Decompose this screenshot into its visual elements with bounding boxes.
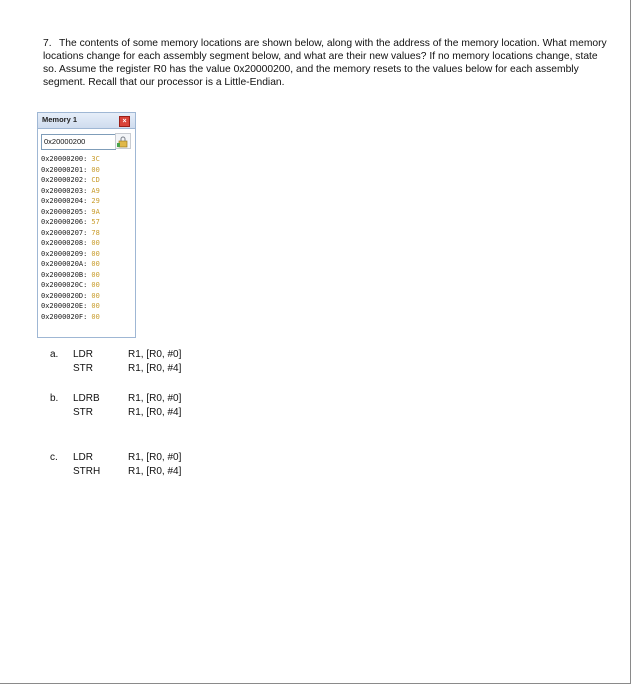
- close-icon[interactable]: ×: [119, 116, 130, 127]
- memory-window-titlebar[interactable]: [38, 113, 135, 129]
- segment-label: a.: [50, 349, 59, 360]
- memory-row: [41, 259, 100, 270]
- question-text: [43, 37, 608, 89]
- memory-row: [41, 280, 100, 291]
- lock-button[interactable]: [115, 133, 131, 149]
- memory-row: [41, 175, 100, 186]
- segment-label: b.: [50, 393, 59, 404]
- instruction-operand: R1, [R0, #4]: [128, 407, 182, 418]
- question-number: 7.: [43, 38, 52, 49]
- memory-value: 78: [91, 228, 100, 237]
- instruction-operand: R1, [R0, #0]: [128, 349, 182, 360]
- memory-value: 00: [91, 260, 100, 268]
- memory-address: 0x20000202:: [41, 176, 88, 184]
- instruction-operand: R1, [R0, #0]: [128, 393, 182, 404]
- memory-address: 0x20000206:: [41, 218, 88, 226]
- address-input[interactable]: [41, 134, 116, 150]
- instruction-op: LDRB: [73, 393, 100, 404]
- instruction-op: LDR: [73, 349, 94, 360]
- memory-row: [41, 249, 100, 260]
- memory-address: 0x2000020B:: [41, 270, 88, 279]
- instruction-operand: R1, [R0, #4]: [128, 466, 182, 477]
- memory-address: 0x20000204:: [41, 197, 88, 205]
- memory-row: [41, 165, 100, 176]
- memory-address: 0x2000020E:: [41, 302, 88, 310]
- memory-value: CD: [91, 176, 100, 184]
- memory-value: 00: [91, 302, 100, 310]
- memory-value: 9A: [91, 207, 100, 216]
- address-bar: [38, 129, 135, 153]
- memory-row: [41, 270, 100, 281]
- memory-value: A9: [91, 186, 100, 195]
- memory-row: [41, 217, 100, 228]
- instruction-op: LDR: [73, 452, 94, 463]
- memory-address: 0x20000203:: [41, 186, 88, 195]
- memory-rows: [41, 154, 100, 322]
- lock-icon: [116, 134, 130, 148]
- memory-address: 0x20000209:: [41, 249, 88, 258]
- memory-row: [41, 312, 100, 323]
- memory-row: [41, 228, 100, 239]
- memory-address: 0x20000207:: [41, 228, 88, 237]
- instruction-op: STRH: [73, 466, 101, 477]
- memory-row: [41, 196, 100, 207]
- memory-value: 29: [91, 197, 100, 205]
- segment-label: c.: [50, 452, 58, 463]
- memory-address: 0x2000020D:: [41, 291, 88, 300]
- memory-value: 3C: [91, 155, 100, 163]
- memory-row: [41, 238, 100, 249]
- question-body: The contents of some memory locations are shown below, along with the address of the memory location. What memory locations change for each assembly segment below, and what are their new values? If no memory locations change, state so. Assume the register R0 has the value 0x20000200, and the memory resets to the values below for each assembly segment. Recall that our processor is a Little-Endian.: [43, 38, 607, 88]
- memory-window-title: Memory 1: [42, 115, 78, 124]
- memory-value: 00: [91, 165, 100, 174]
- memory-value: 00: [91, 312, 100, 321]
- memory-address: 0x20000200:: [41, 155, 88, 163]
- memory-value: 00: [91, 270, 100, 279]
- memory-address: 0x2000020F:: [41, 312, 88, 321]
- memory-value: 00: [91, 239, 100, 247]
- memory-value: 00: [91, 291, 100, 300]
- memory-value: 57: [91, 218, 100, 226]
- instruction-op: STR: [73, 407, 93, 418]
- memory-address: 0x2000020C:: [41, 281, 88, 289]
- memory-row: [41, 207, 100, 218]
- memory-row: [41, 291, 100, 302]
- memory-address: 0x2000020A:: [41, 260, 88, 268]
- memory-address: 0x20000205:: [41, 207, 88, 216]
- memory-window: [37, 112, 136, 338]
- memory-value: 00: [91, 281, 100, 289]
- memory-address: 0x20000208:: [41, 239, 88, 247]
- memory-address: 0x20000201:: [41, 165, 88, 174]
- memory-row: [41, 301, 100, 312]
- instruction-op: STR: [73, 363, 93, 374]
- memory-row: [41, 154, 100, 165]
- instruction-operand: R1, [R0, #0]: [128, 452, 182, 463]
- memory-row: [41, 186, 100, 197]
- memory-value: 00: [91, 249, 100, 258]
- instruction-operand: R1, [R0, #4]: [128, 363, 182, 374]
